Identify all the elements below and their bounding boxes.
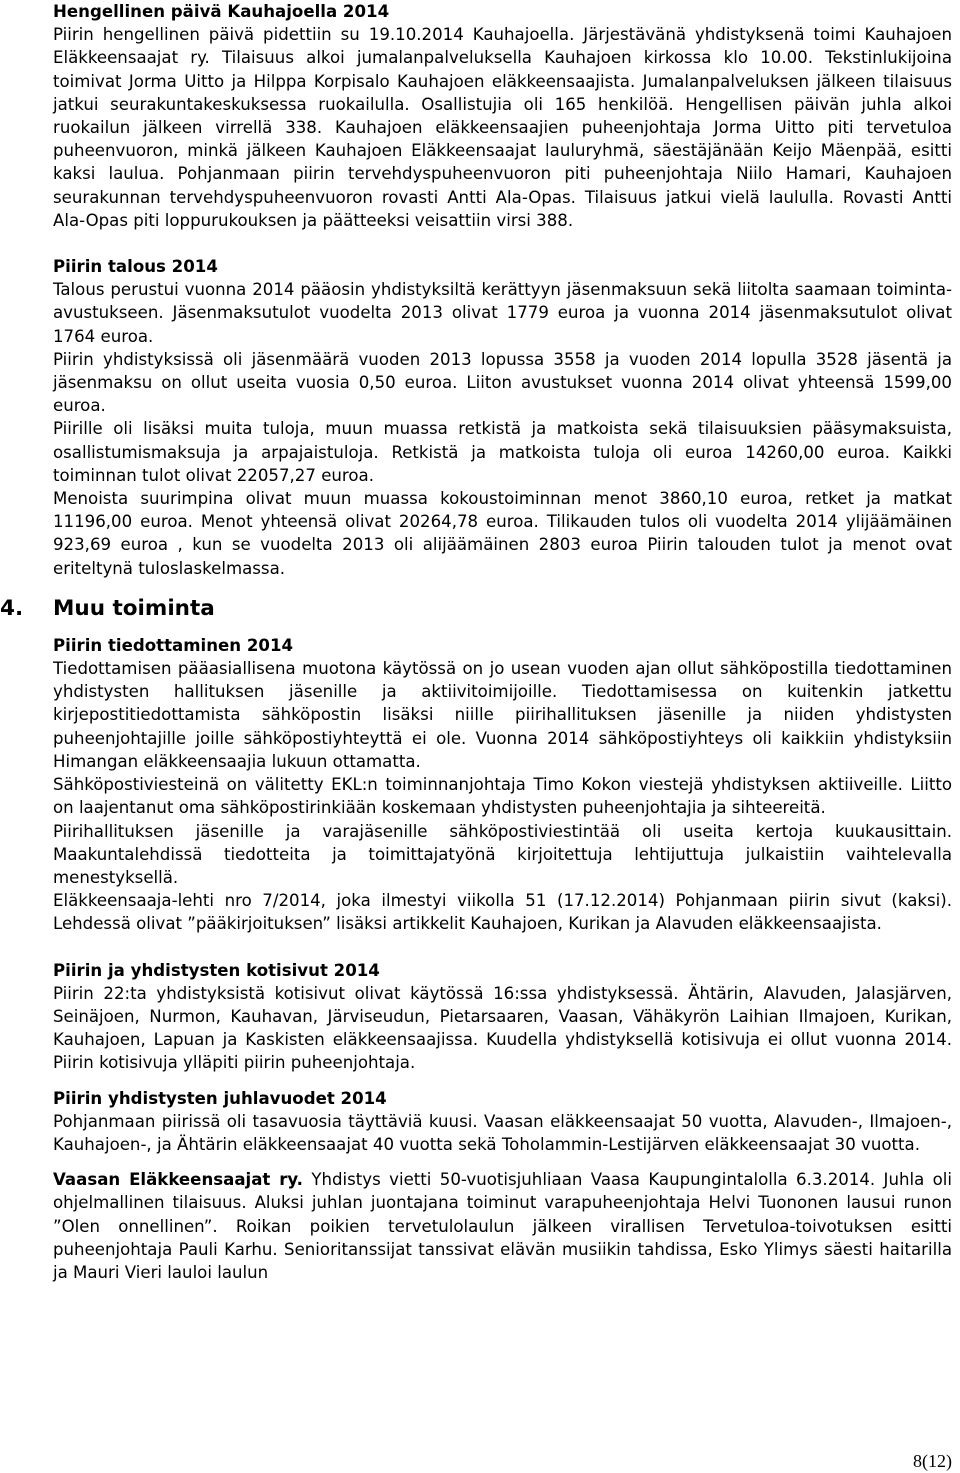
paragraph-vaasa (53, 1168, 952, 1284)
chapter-title: Muu toiminta (53, 595, 215, 621)
paragraph-juhlavuodet: Pohjanmaan piirissä oli tasavuosia täyttäviä kuusi. Vaasan eläkkeensaajat 50 vuotta, Alavuden-, Ilmajoen-, Kauhajoen-, ja Ähtärin eläkkeensaajat 40 vuotta sekä Toholammin-Lestijärven eläkkeensaajat 30 vuotta. (53, 1111, 952, 1154)
vaasa-text: Yhdistys vietti 50-vuotisjuhliaan Vaasa Kaupungintalolla 6.3.2014. Juhla oli ohjelmallinen tilaisuus. Aluksi juhlan juontajana toiminut varapuheenjohtaja Helvi Tuononen lausui runon ”Olen onnellinen”. Roikan poikien tervetulolaulun jälkeen virallisen Tervetuloa-toivotuksen esitti puheenjohtaja Pauli Karhu. Senioritanssijat tanssivat elävän musiikin tahdissa, Esko Ylimys säesti haitarilla ja Mauri Vieri lauloi laulun (53, 1170, 953, 1282)
section-piirin-tiedottaminen (53, 634, 952, 936)
paragraph-talous-4: Menoista suurimpina olivat muun muassa kokoustoiminnan menot 3860,10 euroa, retket ja matkat 11196,00 euroa. Menot yhteensä olivat 20264,78 euroa. Tilikauden tulos oli vuodelta 2014 ylijäämäinen 923,69 euroa , kun se vuodelta 2013 oli alijäämäinen 2803 euroa Piirin talouden tulot ja menot ovat eriteltynä tuloslaskelmassa. (53, 489, 952, 578)
section-title-tiedottaminen: Piirin tiedottaminen 2014 (53, 635, 294, 655)
section-title-talous: Piirin talous 2014 (53, 257, 218, 277)
paragraph-hengellinen: Piirin hengellinen päivä pidettiin su 19.10.2014 Kauhajoella. Järjestävänä yhdistyksenä toimi Kauhajoen Eläkkeensaajat ry. Tilaisuus alkoi jumalanpalveluksella Kauhajoen kirkossa klo 10.00. Tekstinlukijoina toimivat Jorma Uitto ja Hilppa Korpisalo Kauhajoen eläkkeensaajista. Jumalanpalveluksen jälkeen tilaisuus jatkui seurakuntakeskuksessa ruokailulla. Osallistujia oli 165 henkilöä. Hengellisen päivän juhla alkoi ruokailun jälkeen virrellä 338. Kauhajoen eläkkeensaajien puheenjohtaja Jorma Uitto piti tervetuloa puheenvuoron, minkä jälkeen Kauhajoen Eläkkeensaajat lauluryhmä, säestäjänään Keijo Mäenpää, esitti kaksi laulua. Pohjanmaan piirin tervehdyspuheenvuoron piti puheenjohtaja Niilo Hamari, Kauhajoen seurakunnan tervehdyspuheenvuoron rovasti Antti Ala-Opas. Tilaisuus jatkui vielä laululla. Rovasti Antti Ala-Opas piti loppurukouksen ja päätteeksi veisattiin virsi 388. (53, 25, 952, 230)
paragraph-tiedottaminen-3: Piirihallituksen jäsenille ja varajäsenille sähköpostiviestintää oli useita kertoja kuukausittain. Maakuntalehdissä tiedotteita ja toimittajatyönä kirjoitettuja lehtijuttuja julkaistiin vaihtelevalla menestyksellä. (53, 821, 952, 887)
paragraph-kotisivut: Piirin 22:ta yhdistyksistä kotisivut olivat käytössä 16:ssa yhdistyksessä. Ähtärin, Alavuden, Jalasjärven, Seinäjoen, Nurmon, Kauhavan, Järviseudun, Pietarsaaren, Vaasan, Vähäkyrön Laihian Ilmajoen, Kurikan, Kauhajoen, Lapuan ja Kaskisten eläkkeensaajissa. Kuudella yhdistyksellä kotisivuja ei ollut vuonna 2014. Piirin kotisivuja ylläpiti piirin puheenjohtaja. (53, 983, 952, 1073)
chapter-heading (0, 594, 952, 624)
spacer (53, 232, 952, 255)
paragraph-tiedottaminen-1: Tiedottamisen pääasiallisena muotona käytössä on jo usean vuoden ajan ollut sähköpostilla tiedottaminen yhdistysten hallituksen jäsenille ja aktiivitoimijoille. Tiedottamisessa on kuitenkin jatkettu kirjepostitiedottamista sähköpostin lisäksi niille piirihallituksen jäsenille ja niiden yhdistysten puheenjohtajille joille sähköpostiyhteyttä ei ole. Vuonna 2014 sähköpostiyhteys oli kaikkiin yhdistyksiin Himangan eläkkeensaajia lukuun ottamatta. (53, 659, 952, 771)
section-piirin-talous (53, 255, 952, 580)
section-title-hengellinen: Hengellinen päivä Kauhajoella 2014 (53, 2, 390, 21)
paragraph-tiedottaminen-4: Eläkkeensaaja-lehti nro 7/2014, joka ilmestyi viikolla 51 (17.12.2014) Pohjanmaan piirin sivut (kaksi). Lehdessä olivat ”pääkirjoituksen” lisäksi artikkelit Kauhajoen, Kurikan ja Alavuden eläkkeensaajista. (53, 891, 952, 934)
spacer (53, 1156, 952, 1168)
chapter-number: 4. (0, 595, 24, 621)
section-juhlavuodet (53, 1087, 952, 1285)
vaasa-lead: Vaasan Eläkkeensaajat ry. (53, 1170, 303, 1190)
section-hengellinen-paiva (53, 0, 952, 232)
paragraph-talous-3: Piirille oli lisäksi muita tuloja, muun muassa retkistä ja matkoista sekä tilaisuuksien pääsymaksuista, osallistumismaksuja ja arpajaistuloja. Retkistä ja matkoista tuloja oli euroa 14260,00 euroa. Kaikki toiminnan tulot olivat 22057,27 euroa. (53, 419, 952, 485)
spacer (53, 936, 952, 959)
spacer (53, 1075, 952, 1087)
section-title-juhlavuodet: Piirin yhdistysten juhlavuodet 2014 (53, 1088, 387, 1108)
section-title-kotisivut: Piirin ja yhdistysten kotisivut 2014 (53, 960, 380, 980)
section-kotisivut (53, 959, 952, 1075)
paragraph-tiedottaminen-2: Sähköpostiviesteinä on välitetty EKL:n toiminnanjohtaja Timo Kokon viestejä yhdistyksen aktiiveille. Liitto on laajentanut oma sähköpostirinkiään koskemaan yhdistysten puheenjohtajia ja sihteereitä. (53, 775, 952, 818)
paragraph-talous-2: Piirin yhdistyksissä oli jäsenmäärä vuoden 2013 lopussa 3558 ja vuoden 2014 lopulla 3528 jäsentä ja jäsenmaksu on ollut useita vuosia 0,50 euroa. Liiton avustukset vuonna 2014 olivat yhteensä 1599,00 euroa. (53, 349, 952, 416)
paragraph-talous-1: Talous perustui vuonna 2014 pääosin yhdistyksiltä kerättyyn jäsenmaksuun sekä liitolta saamaan toiminta-avustukseen. Jäsenmaksutulot vuodelta 2013 olivat 1779 euroa ja vuonna 2014 jäsenmaksutulot olivat 1764 euroa. (53, 280, 952, 346)
page-number: 8(12) (913, 1451, 952, 1471)
